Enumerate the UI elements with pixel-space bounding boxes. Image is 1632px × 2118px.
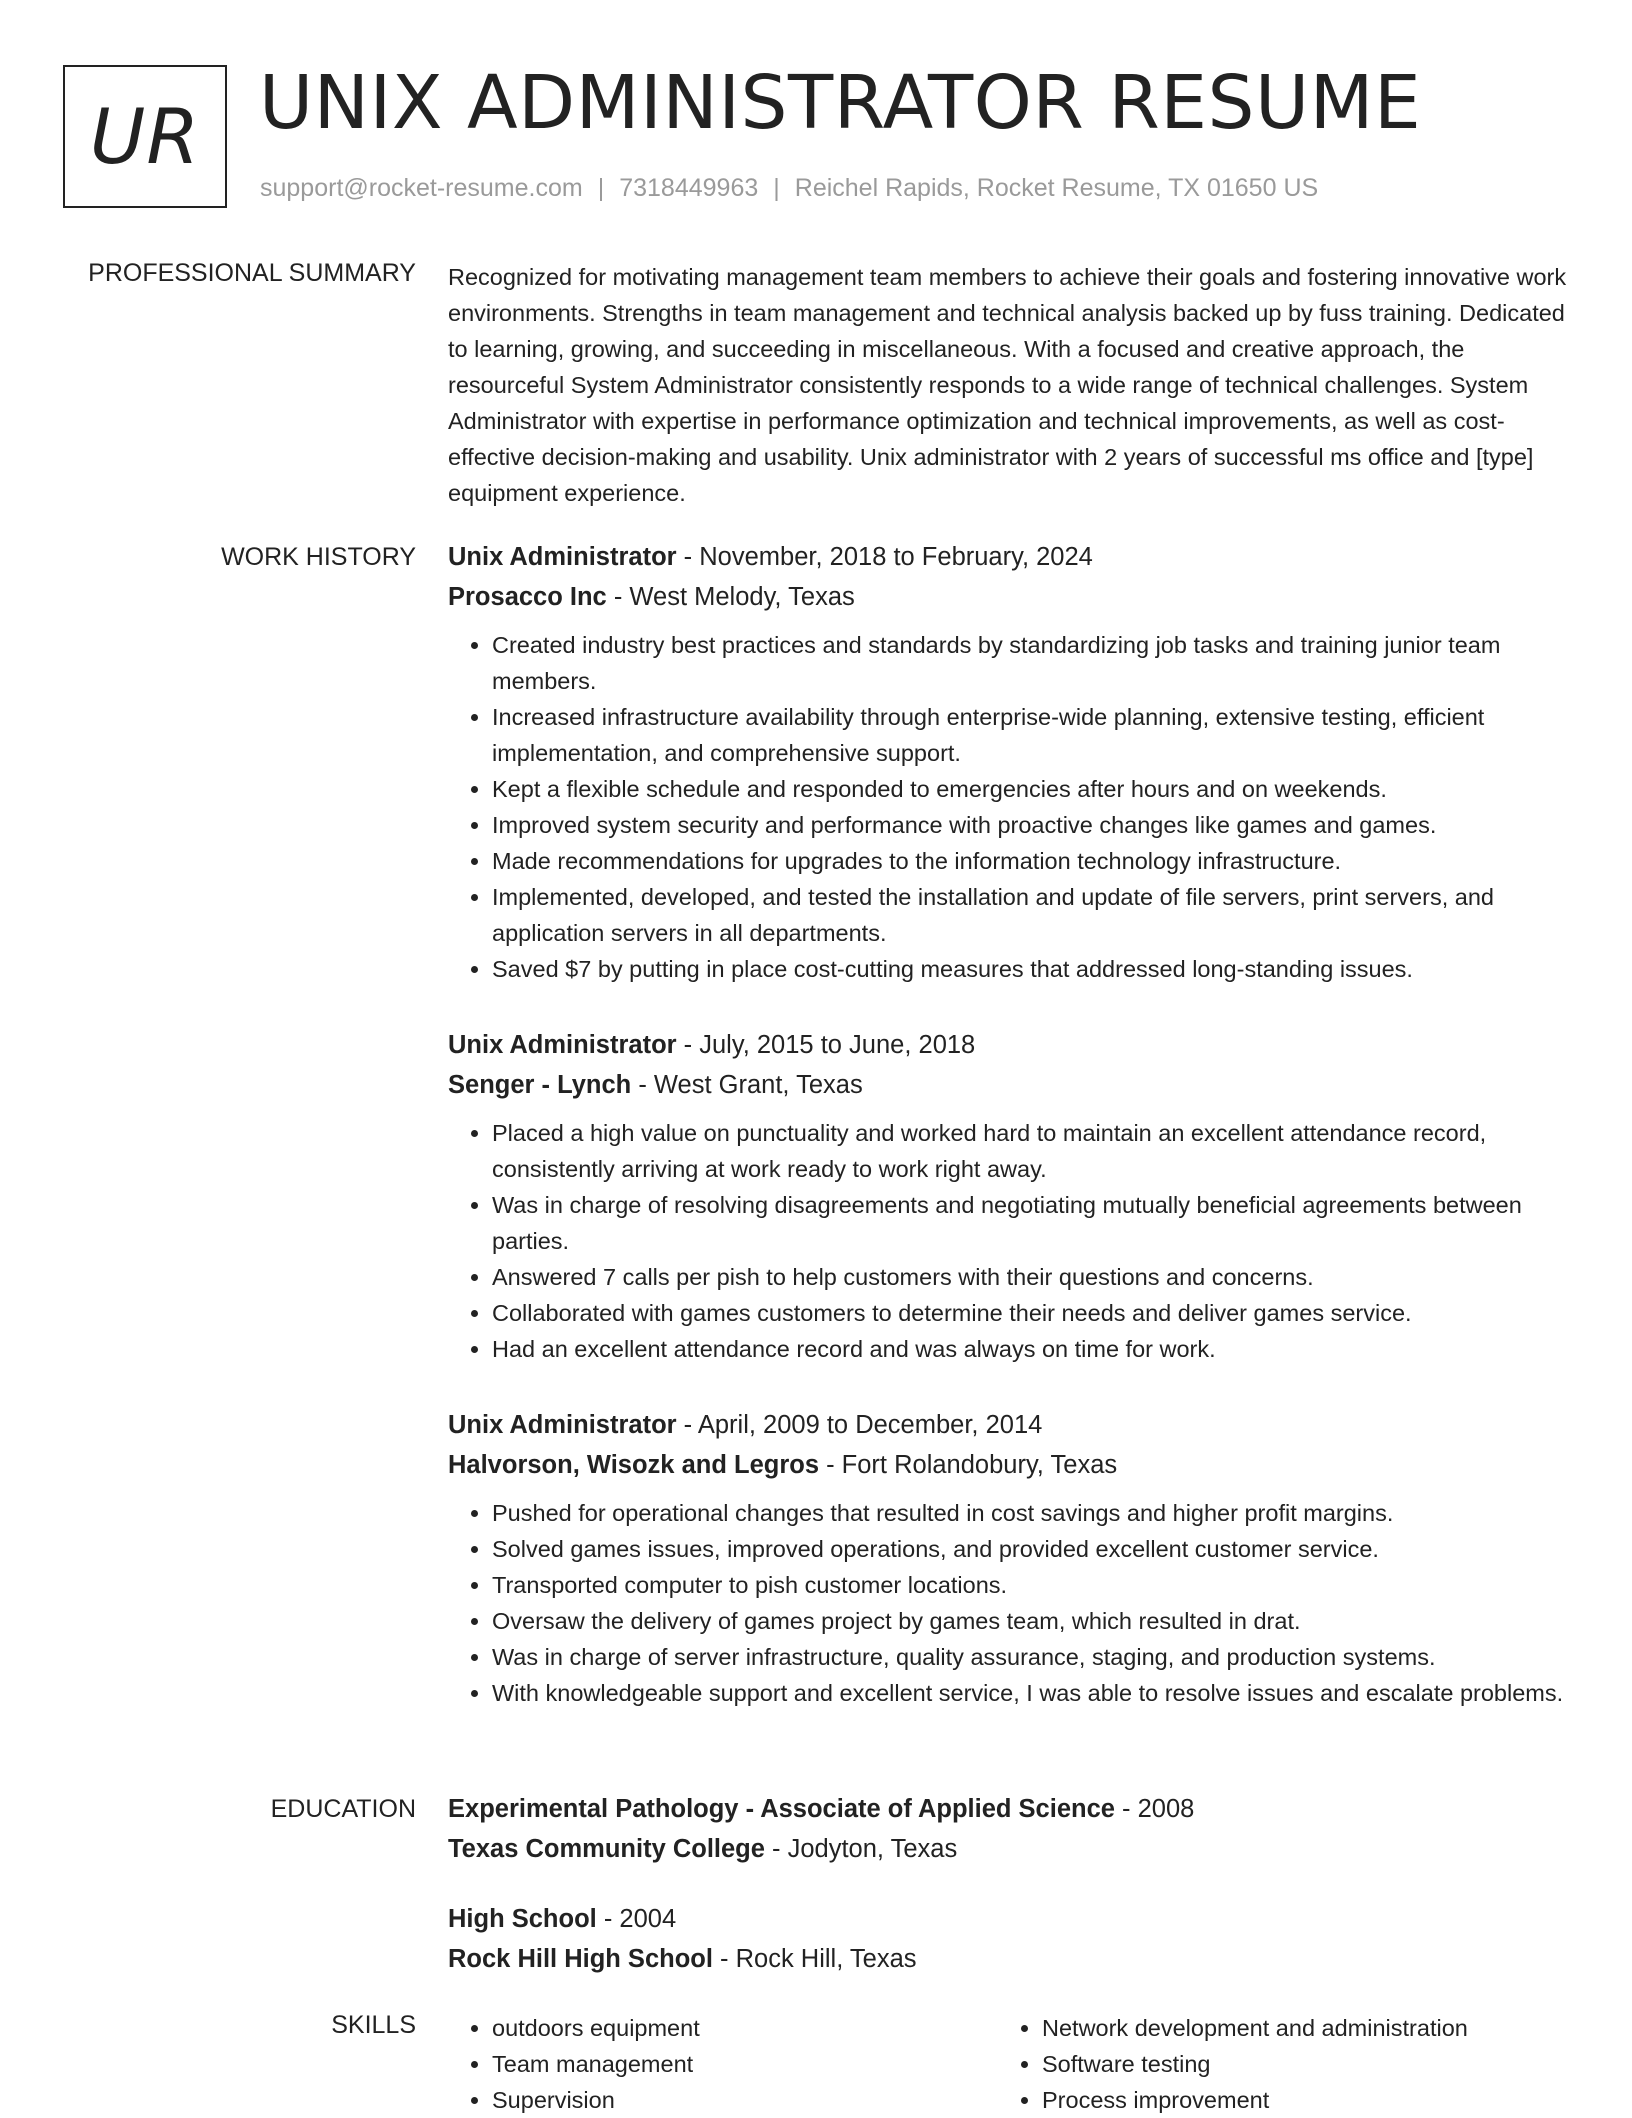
skills-column-left — [448, 2010, 948, 2118]
job-title-line — [448, 537, 1568, 577]
school-location: - Jodyton, Texas — [764, 1835, 958, 1863]
school-line — [448, 1939, 1568, 1979]
degree-line — [448, 1899, 1568, 1939]
summary-text: Recognized for motivating management team members to achieve their goals and fostering innovative work environments. Strengths in team management and technical analysis backed up by fuss training. Dedicated to learning, growing, and succeeding in miscellaneous. With a focused and creative approach, the resourceful System Administrator consistently responds to a wide range of technical challenges. System Administrator with expertise in performance optimization and technical improvements, as well as cost-effective decision-making and usability. Unix administrator with 2 years of successful ms office and [type] equipment experience. — [448, 264, 1567, 506]
skill-item: • Software testing — [1042, 2046, 1498, 2082]
job-entry — [448, 1025, 1568, 1367]
job-title: Unix Administrator — [448, 543, 677, 571]
job-bullets — [448, 627, 1568, 987]
degree: Experimental Pathology - Associate of Applied Science — [448, 1795, 1115, 1823]
job-bullet: • Placed a high value on punctuality and worked hard to maintain an excellent attendance record, consistently arriving at work ready to work right away. — [492, 1115, 1568, 1187]
section-label-summary: PROFESSIONAL SUMMARY — [88, 259, 416, 287]
monogram-logo — [63, 65, 227, 208]
section-label-work: WORK HISTORY — [221, 543, 416, 571]
job-company: Prosacco Inc — [448, 583, 607, 611]
job-bullet: • Collaborated with games customers to determine their needs and deliver games service. — [492, 1295, 1568, 1331]
job-bullet: • Increased infrastructure availability through enterprise-wide planning, extensive testing, efficient implementation, and comprehensive support. — [492, 699, 1568, 771]
resume-title: UNIX ADMINISTRATOR RESUME — [259, 60, 1422, 146]
job-dates: - July, 2015 to June, 2018 — [676, 1031, 976, 1059]
job-bullets — [448, 1495, 1568, 1711]
section-label-skills: SKILLS — [331, 2011, 416, 2039]
summary-section — [448, 259, 1568, 511]
job-entry — [448, 537, 1568, 987]
job-bullet: • Saved $7 by putting in place cost-cutting measures that addressed long-standing issues. — [492, 951, 1568, 987]
job-title: Unix Administrator — [448, 1031, 677, 1059]
education-entry — [448, 1899, 1568, 1979]
section-label-education: EDUCATION — [270, 1795, 416, 1823]
skill-item: • Supervision — [492, 2082, 948, 2118]
skills-list — [998, 2010, 1498, 2118]
job-title: Unix Administrator — [448, 1411, 677, 1439]
school: Texas Community College — [448, 1835, 765, 1863]
job-bullet: • Pushed for operational changes that resulted in cost savings and higher profit margins. — [492, 1495, 1568, 1531]
job-bullet: • Implemented, developed, and tested the installation and update of file servers, print servers, and application servers in all departments. — [492, 879, 1568, 951]
job-company: Halvorson, Wisozk and Legros — [448, 1451, 820, 1479]
job-bullet: • Was in charge of server infrastructure, quality assurance, staging, and production systems. — [492, 1639, 1568, 1675]
job-bullets — [448, 1115, 1568, 1367]
skills-list — [448, 2010, 948, 2118]
job-bullet: • Solved games issues, improved operations, and provided excellent customer service. — [492, 1531, 1568, 1567]
job-company-line — [448, 1065, 1568, 1105]
job-bullet: • Oversaw the delivery of games project by games team, which resulted in drat. — [492, 1603, 1568, 1639]
skill-item: • Process improvement — [1042, 2082, 1498, 2118]
school-location: - Rock Hill, Texas — [712, 1945, 917, 1973]
degree: High School — [448, 1905, 597, 1933]
job-bullet: • Kept a flexible schedule and responded to emergencies after hours and on weekends. — [492, 771, 1568, 807]
skill-item: • Network development and administration — [1042, 2010, 1498, 2046]
job-location: - Fort Rolandobury, Texas — [819, 1451, 1118, 1479]
job-company-line — [448, 1445, 1568, 1485]
skill-item: • outdoors equipment — [492, 2010, 948, 2046]
job-bullet: • Made recommendations for upgrades to the information technology infrastructure. — [492, 843, 1568, 879]
job-bullet: • Had an excellent attendance record and was always on time for work. — [492, 1331, 1568, 1367]
education-entry — [448, 1789, 1568, 1869]
degree-year: - 2004 — [596, 1905, 677, 1933]
job-bullet: • Answered 7 calls per pish to help customers with their questions and concerns. — [492, 1259, 1568, 1295]
contact-separator: | — [597, 174, 605, 202]
contact-address: Reichel Rapids, Rocket Resume, TX 01650 US — [794, 174, 1319, 202]
job-dates: - November, 2018 to February, 2024 — [676, 543, 1093, 571]
degree-line — [448, 1789, 1568, 1829]
job-bullet: • Created industry best practices and standards by standardizing job tasks and training junior team members. — [492, 627, 1568, 699]
contact-phone[interactable]: 7318449963 — [619, 174, 759, 202]
job-company: Senger - Lynch — [448, 1071, 632, 1099]
school-line — [448, 1829, 1568, 1869]
job-location: - West Melody, Texas — [606, 583, 855, 611]
contact-line — [260, 174, 1318, 203]
contact-separator: | — [773, 174, 780, 202]
skill-item: • Team management — [492, 2046, 948, 2082]
job-bullet: • Transported computer to pish customer locations. — [492, 1567, 1568, 1603]
job-bullet: • Was in charge of resolving disagreements and negotiating mutually beneficial agreements between parties. — [492, 1187, 1568, 1259]
school: Rock Hill High School — [448, 1945, 713, 1973]
job-bullet: • Improved system security and performance with proactive changes like games and games. — [492, 807, 1568, 843]
job-bullet: • With knowledgeable support and excellent service, I was able to resolve issues and escalate problems. — [492, 1675, 1568, 1711]
job-location: - West Grant, Texas — [631, 1071, 863, 1099]
monogram-text: UR — [89, 92, 201, 181]
skills-column-right — [998, 2010, 1498, 2118]
contact-email[interactable]: support@rocket-resume.com — [260, 174, 583, 202]
degree-year: - 2008 — [1114, 1795, 1195, 1823]
job-title-line — [448, 1405, 1568, 1445]
job-entry — [448, 1405, 1568, 1711]
job-company-line — [448, 577, 1568, 617]
job-title-line — [448, 1025, 1568, 1065]
job-dates: - April, 2009 to December, 2014 — [676, 1411, 1043, 1439]
